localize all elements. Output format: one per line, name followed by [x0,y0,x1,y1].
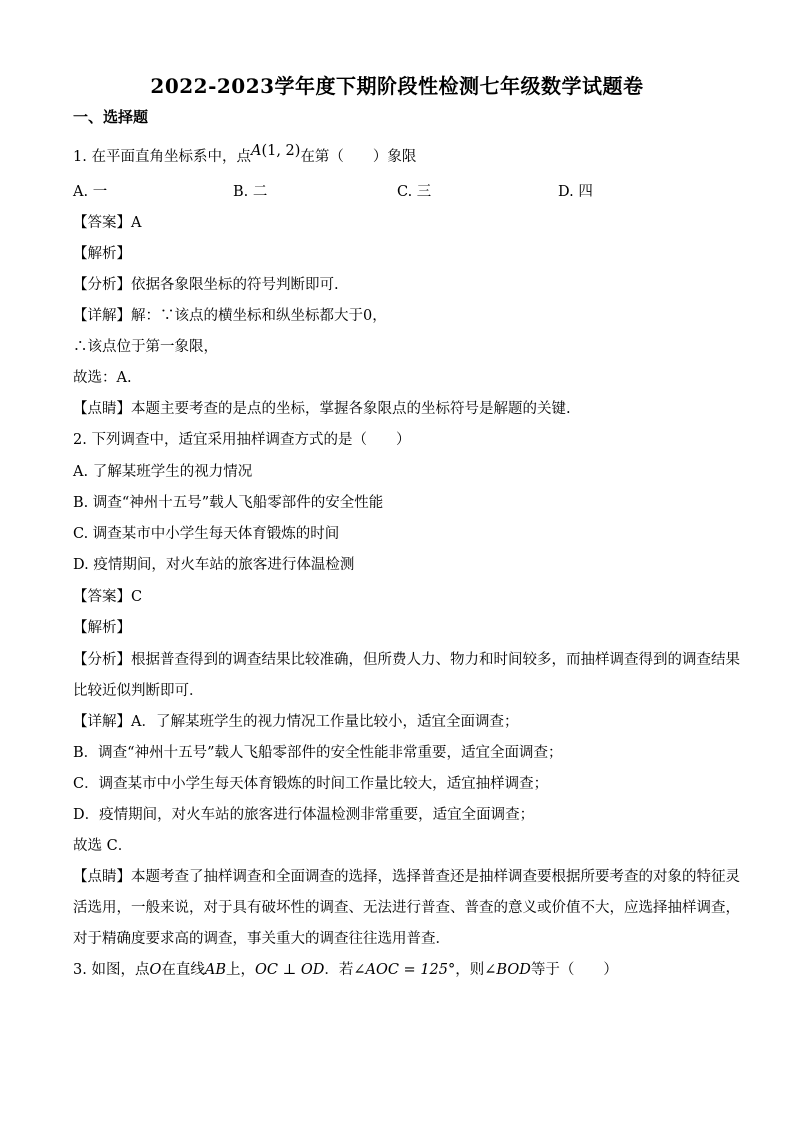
q2-fenxi-1: 【分析】根据普查得到的调查结果比较准确，但所费人力、物力和时间较多，而抽样调查得到的调查结果 [73,652,740,668]
q1-option-b: B. 二 [233,184,268,200]
question-2-stem: 2. 下列调查中，适宜采用抽样调查方式的是（ ） [73,432,411,448]
q2-dianjing-3: 对于精确度要求高的调查，事关重大的调查往往选用普查． [73,931,450,947]
q1-dianjing: 【点睛】本题主要考查的是点的坐标，掌握各象限点的坐标符号是解题的关键. [73,401,571,417]
q2-dianjing-1: 【点睛】本题考查了抽样调查和全面调查的选择，选择普查还是抽样调查要根据所要考查的对象的特征灵 [73,869,740,885]
q1-xiangjie-2: ∴该点位于第一象限， [73,339,218,355]
question-1-stem [73,143,417,167]
q2-xiangjie-3: C．调查某市中小学生每天体育锻炼的时间工作量比较大，适宜抽样调查； [73,776,549,792]
q2-xiangjie-4: D．疫情期间，对火车站的旅客进行体温检测非常重要，适宜全面调查； [73,807,535,823]
q2-option-b: B. 调查“神州十五号”载人飞船零部件的安全性能 [73,495,384,511]
q1-xiangjie: 【详解】解：∵该点的横坐标和纵坐标都大于0， [73,308,387,324]
q2-xiangjie-1: 【详解】A．了解某班学生的视力情况工作量比较小，适宜全面调查； [73,714,519,730]
section-heading: 一、选择题 [73,108,149,126]
q3-point-o: O [149,962,162,978]
q2-fenxi-2: 比较近似判断即可． [73,683,204,699]
q3-angle-aoc: ∠AOC = 125° [353,962,456,978]
q1-stem-before: 1. 在平面直角坐标系中，点 [73,149,251,165]
q2-analysis-heading: 【解析】 [73,620,131,636]
q3-angle-bod: ∠BOD [484,962,531,978]
q2-choose: 故选 C． [73,838,133,854]
q1-option-a: A. 一 [73,184,108,200]
q3-perpendicular: OC ⊥ OD [254,962,325,978]
q1-option-d: D. 四 [558,184,593,200]
q1-choose: 故选：A. [73,370,132,386]
question-3-stem: 3. 如图，点O在直线AB上，OC ⊥ OD．若∠AOC = 125°，则∠BOD等于（ ） [73,962,618,978]
q3-line-ab: AB [204,962,226,978]
q2-option-d: D. 疫情期间，对火车站的旅客进行体温检测 [73,557,355,573]
q1-stem-after: 在第（ ）象限 [300,149,417,165]
q1-option-c: C. 三 [397,184,432,200]
q2-xiangjie-2: B．调查“神州十五号”载人飞船零部件的安全性能非常重要，适宜全面调查； [73,745,563,761]
q1-point: A(1, 2) [250,143,301,159]
q2-answer: 【答案】C [73,589,143,605]
q1-fenxi: 【分析】依据各象限坐标的符号判断即可. [73,277,339,293]
q2-dianjing-2: 活选用，一般来说，对于具有破坏性的调查、无法进行普查、普查的意义或价值不大，应选择抽样调查， [73,900,740,916]
q1-analysis-heading: 【解析】 [73,246,131,262]
q2-option-c: C. 调查某市中小学生每天体育锻炼的时间 [73,526,340,542]
q2-option-a: A. 了解某班学生的视力情况 [73,464,253,480]
page-title: 2022-2023学年度下期阶段性检测七年级数学试题卷 [150,74,644,98]
q1-answer: 【答案】A [73,215,142,231]
